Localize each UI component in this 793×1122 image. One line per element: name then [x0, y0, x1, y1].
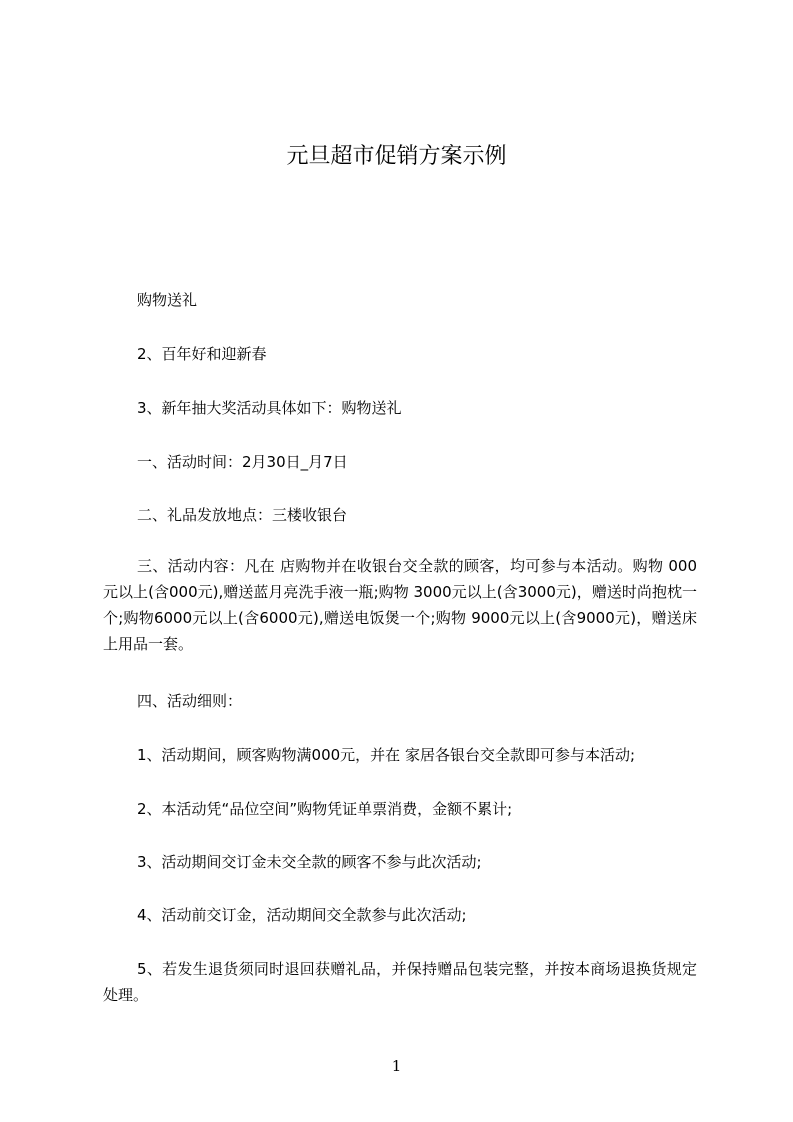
paragraph-rules-heading: 四、活动细则：: [137, 692, 243, 710]
paragraph-rule-2: 2、本活动凭“品位空间”购物凭证单票消费，金额不累计;: [137, 800, 513, 818]
page-title: 元旦超市促销方案示例: [286, 144, 507, 169]
paragraph-rule-1: 1、活动期间，顾客购物满000元，并在 家居各银台交全款即可参与本活动;: [137, 746, 635, 764]
paragraph-rule-5: 5、若发生退货须同时退回获赠礼品，并保持赠品包装完整，并按本商场退换货规定处理。: [103, 960, 697, 1004]
paragraph-rule-4: 4、活动前交订金，活动期间交全款参与此次活动;: [137, 906, 467, 924]
paragraph-event-time: 一、活动时间：2月30日_月7日: [137, 453, 348, 471]
paragraph-rule-3: 3、活动期间交订金未交全款的顾客不参与此次活动;: [137, 853, 482, 871]
page-number: 1: [391, 1057, 402, 1075]
paragraph-event-content: 三、活动内容：凡在 店购物并在收银台交全款的顾客，均可参与本活动。购物 000元以上(含000元),赠送蓝月亮洗手液一瓶;购物 3000元以上(含3000元)，赠送时尚抱枕一个;购物6000元以上(含6000元),赠送电饭煲一个;购物 9000元以上(含9000元)，赠送床上用品一套。: [103, 557, 697, 653]
paragraph-item-2: 2、百年好和迎新春: [137, 345, 267, 363]
paragraph-gift-location: 二、礼品发放地点：三楼收银台: [137, 506, 348, 524]
paragraph-shopping-gift: 购物送礼: [137, 291, 198, 309]
paragraph-item-3: 3、新年抽大奖活动具体如下：购物送礼: [137, 399, 402, 417]
